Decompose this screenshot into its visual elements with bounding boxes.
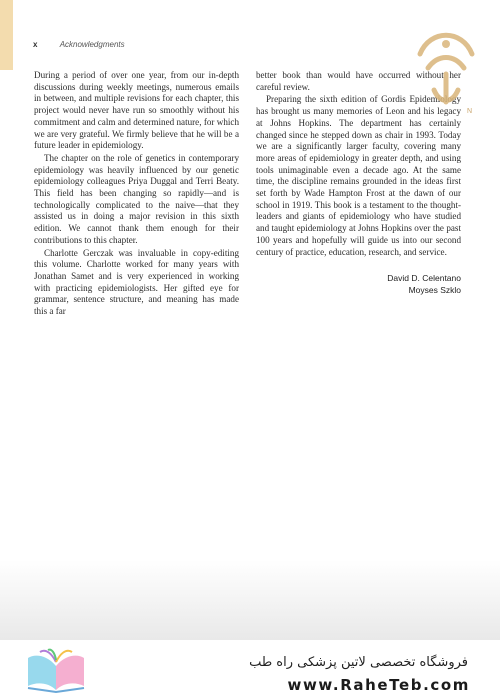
store-name: فروشگاه تخصصی لاتین پزشکی راه طب [249, 655, 468, 670]
paragraph: The chapter on the role of genetics in contemporary epidemiology was heavily influenced by our genetic epidemiology colleagues Priya Duggal and Terri Beaty. This field has been changing so rapidly—and is technologically complicated to the naive—that they assisted us in doing a major revision in this sixth edition. We cannot thank them enough for their contributions to this chapter. [34, 152, 239, 245]
running-header [33, 40, 125, 49]
bottom-shade [0, 560, 500, 650]
signature-name: Moyses Szklo [408, 285, 461, 296]
running-title: Acknowledgments [59, 40, 125, 49]
paragraph: During a period of over one year, from our in-depth discussions during weekly meetings, numerous emails in between, and multiple revisions for each chapter, this project would never have run so smoothly without his commitment and calm and determined nature, for which we are very grateful. We firmly believe that he will be a future leader in epidemiology. [34, 70, 239, 151]
paragraph: Charlotte Gerczak was invaluable in copy-editing this volume. Charlotte worked for many years with Jonathan Samet and is very experienced in working with practicing epidemiologists. Her gifted eye for grammar, sentence structure, and meaning has made this a far [34, 247, 239, 317]
paragraph: better book than would have occurred without her careful review. [256, 70, 461, 92]
left-column [34, 70, 239, 318]
signature-name: David D. Celentano [387, 273, 461, 284]
watermark-logo-icon [410, 24, 482, 114]
page-edge-tab [0, 0, 13, 70]
store-url-link[interactable]: www.RaheTeb.com [287, 676, 470, 694]
watermark-text: N [466, 108, 472, 115]
page-number: x [33, 40, 38, 49]
paragraph: Preparing the sixth edition of Gordis Epidemiology has brought us many memories of Leon and his legacy at Johns Hopkins. The department has certainly changed since he stepped down as chair in 1993. Today we are a significantly larger faculty, covering many more areas of epidemiology in greater depth, and using tools unimaginable even a decade ago. At the same time, the discipline remains grounded in the ideas first set forth by Wade Hampton Frost at the dawn of our school in 1919. This book is a testament to the thought-leaders and giants of epidemiology who have studied and taught epidemiology at Johns Hopkins over the past 100 years and hopefully will guide us into our second century of practice, education, research, and service. [256, 94, 461, 257]
signature-block [256, 272, 461, 296]
open-book-logo-icon [26, 648, 86, 694]
